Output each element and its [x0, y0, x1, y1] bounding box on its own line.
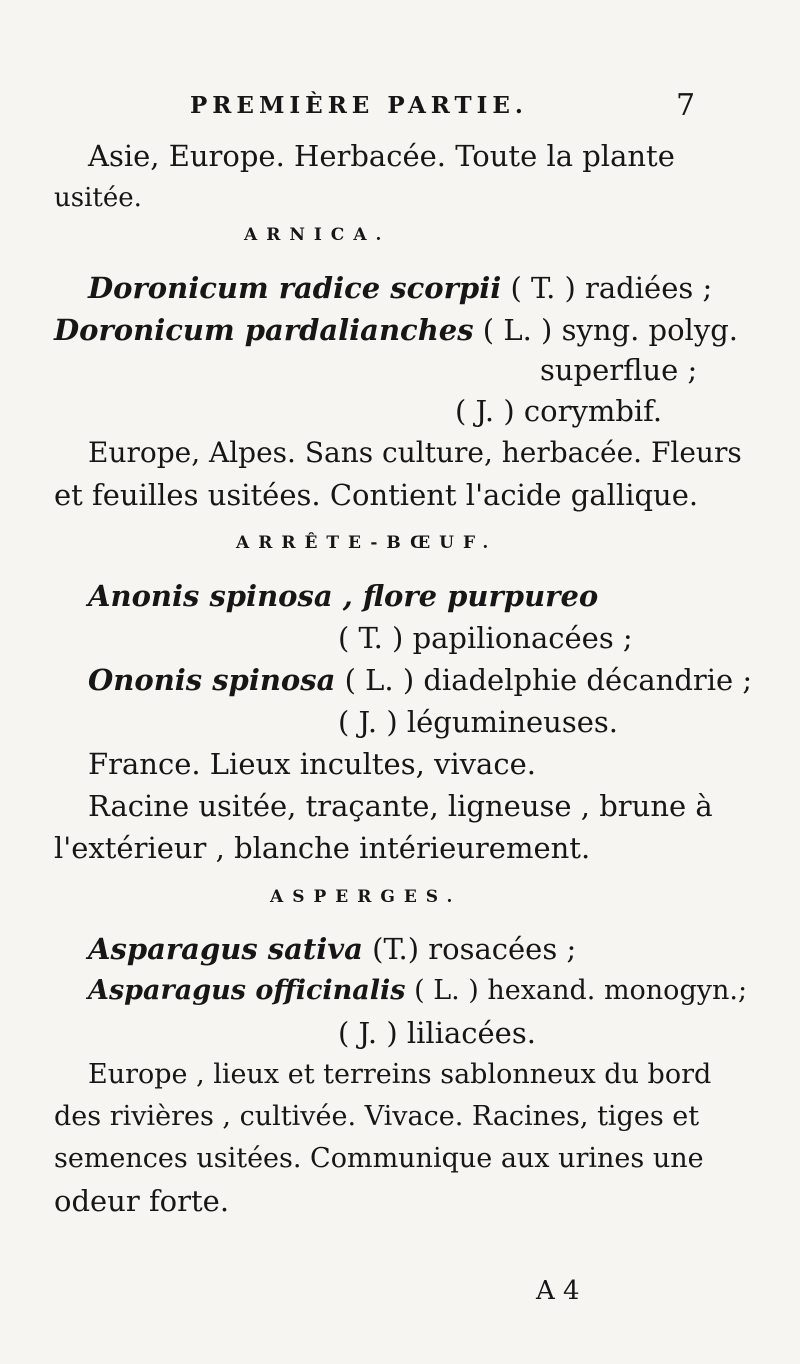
asperges-synonym-2: [88, 973, 747, 1009]
arnica-synonym-2: [54, 312, 738, 348]
latin-name: Ononis spinosa: [88, 663, 336, 697]
arnica-description-2: et feuilles usitées. Contient l'acide gallique.: [54, 478, 699, 512]
latin-name: Doronicum radice scorpii: [88, 271, 502, 305]
asperges-synonym-3: ( J. ) liliacées.: [338, 1016, 536, 1050]
section-heading-asperges: ASPERGES.: [270, 887, 462, 907]
arrete-synonym-1: [88, 578, 598, 614]
arrete-description-1: France. Lieux incultes, vivace.: [88, 747, 536, 781]
page-number: 7: [676, 88, 696, 123]
section-heading-arrete-boeuf: ARRÊTE-BŒUF.: [236, 533, 498, 553]
asperges-description-3: semences usitées. Communique aux urines une: [54, 1143, 704, 1174]
classification: ( L. ) syng. polyg.: [473, 313, 738, 347]
classification: ( T. ) radiées ;: [501, 271, 713, 305]
asperges-synonym-1: [88, 931, 576, 967]
arnica-description-1: Europe, Alpes. Sans culture, herbacée. Fleurs: [88, 436, 742, 469]
arnica-synonym-1: [88, 270, 712, 306]
running-header: PREMIÈRE PARTIE.: [190, 92, 528, 119]
latin-name: Asparagus sativa: [88, 932, 363, 966]
classification: ( L. ) diadelphie décandrie ;: [335, 663, 753, 697]
latin-name: Anonis spinosa , flore purpureo: [88, 579, 599, 613]
latin-name: Doronicum pardalianches: [54, 313, 474, 347]
arrete-synonym-2: [88, 662, 752, 698]
signature-mark: A 4: [536, 1276, 580, 1306]
classification: ( L. ) hexand. monogyn.;: [405, 975, 748, 1006]
section-heading-arnica: ARNICA.: [244, 225, 391, 245]
intro-line-2: usitée.: [54, 183, 142, 213]
arrete-synonym-1-cont: ( T. ) papilionacées ;: [338, 621, 633, 655]
arrete-description-2: Racine usitée, traçante, ligneuse , brune à: [88, 789, 713, 823]
arnica-synonym-3: ( J. ) corymbif.: [455, 394, 663, 428]
asperges-description-1: Europe , lieux et terreins sablonneux du bord: [88, 1059, 712, 1090]
latin-name: Asparagus officinalis: [88, 975, 406, 1006]
asperges-description-2: des rivières , cultivée. Vivace. Racines, tiges et: [54, 1101, 700, 1132]
intro-line-1: Asie, Europe. Herbacée. Toute la plante: [88, 139, 675, 173]
arrete-description-3: l'extérieur , blanche intérieurement.: [54, 831, 591, 865]
classification: (T.) rosacées ;: [362, 932, 577, 966]
arrete-synonym-3: ( J. ) légumineuses.: [338, 705, 618, 739]
asperges-description-4: odeur forte.: [54, 1184, 230, 1218]
arnica-synonym-2-cont: superflue ;: [540, 353, 698, 387]
